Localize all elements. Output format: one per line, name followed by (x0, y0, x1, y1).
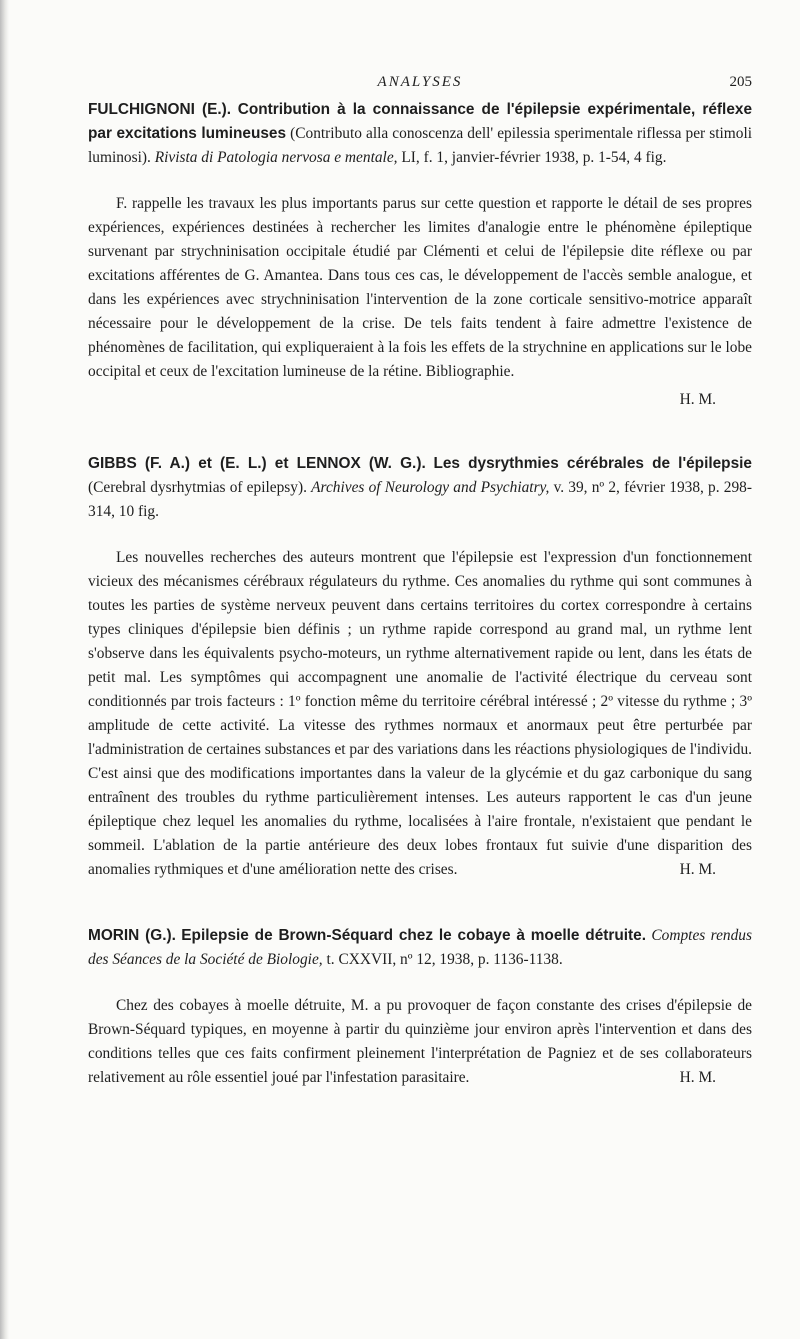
original-title: (Cerebral dysrhytmias of epilepsy). (88, 479, 307, 496)
article-fulchignoni (88, 98, 752, 412)
journal-name: Archives of Neurology and Psychiatry, (311, 479, 550, 496)
publication-details: v. 39, nº 2, février 1938, p. 298-314, 10 fig. (88, 479, 752, 520)
author: FULCHIGNONI (E.). (88, 101, 232, 118)
citation (88, 924, 752, 972)
page-edge-shadow (0, 0, 9, 1339)
journal-name: Comptes rendus des Séances de la Société de Biologie, (88, 927, 752, 968)
article-gibbs-lennox (88, 452, 752, 882)
publication-details: LI, f. 1, janvier-février 1938, p. 1-54, 4 fig. (401, 149, 667, 166)
summary (88, 546, 752, 882)
signature: H. M. (679, 391, 716, 408)
article-morin (88, 924, 752, 1090)
page-number: 205 (729, 74, 752, 90)
summary-text: Chez des cobayes à moelle détruite, M. a pu provoquer de façon constante des crises d'épilepsie de Brown-Séquard typiques, en moyenne à partir du quinzième jour environ après l'intervention et dans des conditions telles que ces faits confirment pleinement l'interprétation de Pagniez et de ses collaborateurs relativement au rôle essentiel joué par l'infestation parasitaire. (88, 997, 752, 1086)
signature: H. M. (679, 1069, 716, 1086)
journal-name: Rivista di Patologia nervosa e mentale, (154, 149, 398, 166)
citation (88, 98, 752, 170)
article-title: Contribution à la connaissance de l'épilepsie expérimentale, réflexe par excitations lumineuses (88, 101, 752, 142)
publication-details: t. CXXVII, nº 12, 1938, p. 1136-1138. (326, 951, 563, 968)
article-title: Les dysrythmies cérébrales de l'épilepsie (433, 455, 752, 472)
journal-page (88, 70, 752, 1090)
article-title: Epilepsie de Brown-Séquard chez le cobaye à moelle détruite. (181, 927, 647, 944)
summary-text: Les nouvelles recherches des auteurs montrent que l'épilepsie est l'expression d'un fonctionnement vicieux des mécanismes cérébraux régulateurs du rythme. Ces anomalies du rythme qui sont communes à toutes les parties de système nerveux peuvent dans certains territoires du cortex correspondre à certains types cliniques d'épilepsie bien définis ; un rythme rapide correspond au grand mal, un rythme lent s'observe dans les équivalents psycho-moteurs, un rythme alternativement rapide ou lent, dans les états de petit mal. Les symptômes qui accompagnent une anomalie de l'activité électrique du cerveau sont conditionnés par trois facteurs : 1º fonction même du territoire cérébral intéressé ; 2º vitesse du rythme ; 3º amplitude de cette activité. La vitesse des rythmes normaux et anormaux peut être perturbée par l'administration de certaines substances et par des variations dans les réactions physiologiques de l'individu. C'est ainsi que des modifications importantes dans la valeur de la glycémie et du gaz carbonique du sang entraînent des troubles du rythme particulièrement intenses. Les auteurs rapportent le cas d'un jeune épileptique chez lequel les anomalies du rythme, localisées à l'aire frontale, n'existaient que pendant le sommeil. L'ablation de la partie antérieure des deux lobes frontaux fut suivie d'une disparition des anomalies rythmiques et d'une amélioration nette des crises. (88, 549, 752, 878)
page-header (88, 70, 752, 96)
summary (88, 994, 752, 1090)
signature: H. M. (679, 861, 716, 878)
original-title: (Contributo alla conoscenza dell' epilessia sperimentale riflessa per stimoli luminosi). (88, 125, 752, 166)
citation (88, 452, 752, 524)
author: MORIN (G.). (88, 927, 176, 944)
author: GIBBS (F. A.) et (E. L.) et LENNOX (W. G.). (88, 455, 426, 472)
running-head: ANALYSES (377, 74, 463, 90)
summary: F. rappelle les travaux les plus importants parus sur cette question et rapporte le détail de ses propres expériences, expériences destinées à rechercher les limites d'analogie entre le phénomène épileptique survenant par strychninisation occipitale étudié par Clémenti et celui de l'épilepsie dite réflexe ou par excitations afférentes de G. Amantea. Dans tous ces cas, le développement de l'accès semble analogue, et dans les expériences avec strychninisation l'intervention de la zone corticale sensitivo-motrice apparaît nécessaire pour le développement de la crise. De tels faits tendent à faire admettre l'existence de phénomènes de facilitation, qui expliqueraient à la fois les effets de la strychnine en applications sur le lobe occipital et ceux de l'excitation lumineuse de la rétine. Bibliographie. (88, 195, 752, 380)
